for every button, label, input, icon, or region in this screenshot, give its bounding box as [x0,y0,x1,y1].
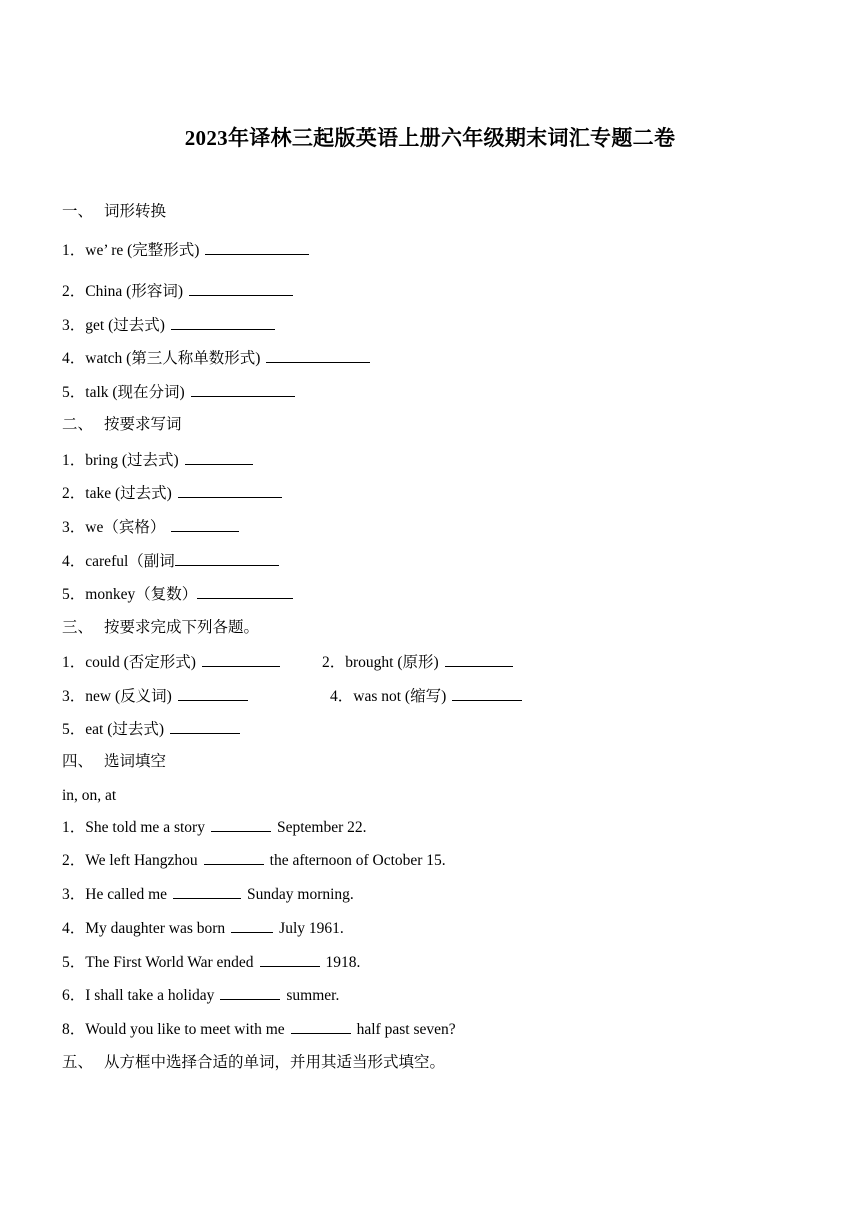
item-text-after: Sunday morning. [247,886,354,903]
section-heading-2 [62,415,182,435]
section-title: 选词填空 [104,753,167,770]
answer-blank[interactable] [452,686,522,701]
answer-blank[interactable] [197,584,293,599]
item-text-after: 1918. [325,954,361,971]
exercise-item [62,517,245,538]
item-text-before: I shall take a holiday [85,987,215,1004]
answer-blank[interactable] [178,686,248,701]
answer-blank[interactable] [220,985,280,1000]
item-text-after: half past seven? [356,1021,456,1038]
item-number: 4． [62,920,86,937]
item-text-after: September 22. [276,819,367,836]
answer-blank[interactable] [185,450,253,465]
exercise-item [322,652,519,673]
item-number: 4． [330,688,354,705]
exercise-item [62,483,288,504]
section-heading-3 [62,618,259,638]
item-number: 4． [62,350,86,367]
answer-blank[interactable] [171,517,239,532]
item-number: 2． [62,485,86,502]
item-number: 3． [62,688,86,705]
section-number: 三、 [62,619,94,636]
item-prompt: could (否定形式) [85,654,196,671]
item-prompt: new (反义词) [85,688,172,705]
exercise-item [62,652,286,673]
answer-blank[interactable] [171,315,275,330]
item-prompt: China (形容词) [85,283,183,300]
item-prompt: monkey（复数） [85,586,198,603]
answer-blank[interactable] [266,348,370,363]
exercise-item [62,551,285,572]
section-heading-4 [62,752,166,772]
section-heading-5 [62,1053,445,1073]
item-number: 8． [62,1021,86,1038]
answer-blank[interactable] [231,918,273,933]
exercise-item [62,918,344,939]
section-title: 从方框中选择合适的单词，并用其适当形式填空。 [104,1054,446,1071]
item-prompt: we’ re (完整形式) [85,242,200,259]
item-prompt: talk (现在分词) [85,384,185,401]
item-prompt: get (过去式) [85,317,165,334]
answer-blank[interactable] [211,817,271,832]
item-number: 1． [62,242,86,259]
answer-blank[interactable] [260,952,320,967]
item-text-before: Would you like to meet with me [85,1021,285,1038]
item-number: 4． [62,553,86,570]
exercise-item [62,817,367,838]
item-number: 1． [62,819,86,836]
exercise-item [62,985,339,1006]
item-prompt: bring (过去式) [85,452,179,469]
item-number: 1． [62,654,86,671]
item-number: 6． [62,987,86,1004]
section-title: 按要求写词 [104,416,182,433]
item-prompt: careful（副词 [85,553,175,570]
item-number: 5． [62,721,86,738]
item-number: 3． [62,886,86,903]
exercise-item [62,348,376,369]
item-text-before: We left Hangzhou [85,852,198,869]
exercise-item [62,952,360,973]
item-number: 1． [62,452,86,469]
item-text-before: My daughter was born [85,920,226,937]
exercise-item [62,1019,456,1040]
answer-blank[interactable] [178,483,282,498]
answer-blank[interactable] [445,652,513,667]
item-number: 2． [322,654,346,671]
item-text-after: July 1961. [279,920,344,937]
item-prompt: watch (第三人称单数形式) [85,350,261,367]
exercise-item [330,686,528,707]
item-text-before: He called me [85,886,168,903]
exercise-item [62,281,299,302]
section-title: 词形转换 [104,203,167,220]
item-number: 3． [62,519,86,536]
item-text-before: She told me a story [85,819,205,836]
exercise-item [62,315,281,336]
item-prompt: brought (原形) [345,654,439,671]
item-prompt: we（宾格） [85,519,166,536]
exercise-item [62,686,254,707]
exercise-item [62,450,259,471]
answer-blank[interactable] [175,551,279,566]
section-number: 一、 [62,203,94,220]
section-title: 按要求完成下列各题。 [104,619,260,636]
item-text-after: summer. [286,987,340,1004]
item-number: 5． [62,954,86,971]
item-number: 2． [62,852,86,869]
item-prompt: eat (过去式) [85,721,165,738]
item-number: 5． [62,384,86,401]
answer-blank[interactable] [173,884,241,899]
word-options: in, on, at [62,787,117,804]
item-prompt: take (过去式) [85,485,172,502]
answer-blank[interactable] [291,1019,351,1034]
exercise-item [62,884,354,905]
item-number: 3． [62,317,86,334]
item-number: 5． [62,586,86,603]
item-text-after: the afternoon of October 15. [269,852,446,869]
page-title: 2023年译林三起版英语上册六年级期末词汇专题二卷 [184,126,676,150]
item-number: 2． [62,283,86,300]
answer-blank[interactable] [189,281,293,296]
exercise-item [62,382,301,403]
answer-blank[interactable] [191,382,295,397]
item-text-before: The First World War ended [85,954,254,971]
exercise-item [62,584,299,605]
section-number: 二、 [62,416,94,433]
answer-blank[interactable] [202,652,280,667]
exercise-item [62,240,315,261]
answer-blank[interactable] [205,240,309,255]
section-number: 四、 [62,753,94,770]
section-heading-1 [62,202,166,222]
exercise-item [62,719,246,740]
item-prompt: was not (缩写) [353,688,447,705]
section-number: 五、 [62,1054,94,1071]
exercise-item [62,850,446,871]
answer-blank[interactable] [170,719,240,734]
answer-blank[interactable] [204,850,264,865]
